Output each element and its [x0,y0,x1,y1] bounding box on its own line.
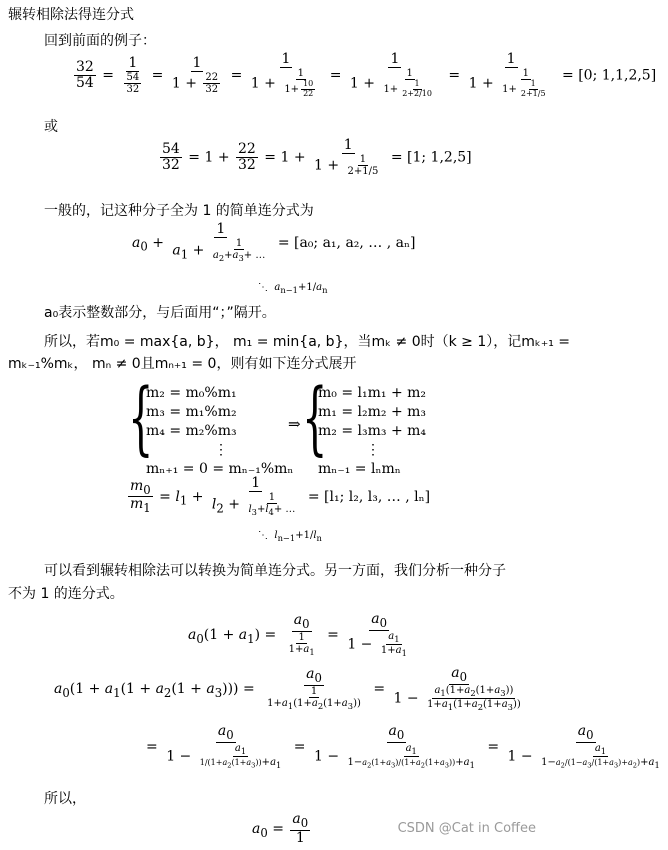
system-left-row: m₄ = m₂%m₃ [146,423,237,439]
paragraph-1-line-1: 所以，若m₀ = max{a, b}， m₁ = min{a, b}，当mₖ ≠ 0时（k ≥ 1），记mₖ₊₁ = [44,334,571,350]
m0-m1-continued-fraction: $\frac{m_0}{m_1}$ = $l_1$ + 1 $l_2$ + $\frac{1}{l_3+l_4+ \dots}$ = [l₁; l₂, l₃, … , lₙ] [130,475,431,518]
so-label: 所以， [44,791,86,807]
tail-fraction-l: ⋱ $l_{n-1}+1/l_n$ [258,530,322,543]
eq3-result: = [a₀; a₁, a₂, … , aₙ] [277,234,416,251]
system-left [146,384,293,479]
left-brace: { [128,371,154,464]
system-left-row: m₃ = m₁%m₂ [146,404,237,420]
right-brace: { [302,371,328,464]
section-heading: 辗转相除法得连分式 [8,7,134,23]
a0-note: a₀表示整数部分，与后面用“；”隔开。 [44,305,276,321]
equation-32-54: $\frac{32}{54}$ = $\frac{1}{\frac{54}{32}}$ = 1 1 + $\frac{22}{32}$ = 1 1 + 1 1+ $\frac{10}{22}$ = 1 1 + 1 1+ $\frac{1}{2+2/10}$ = 1 1 + 1 1+ $\frac{1}{2+1/5}$ = [0; 1,1,2,5] [76,51,657,99]
intro-text: 回到前面的例子： [44,33,156,49]
system-left-row: m₂ = m₀%m₁ [146,385,237,401]
system-left-row: ⋮ [214,442,228,458]
equation-54-32: $\frac{54}{32}$ = 1 + $\frac{22}{32}$ = 1 + 1 1 + $\frac{1}{2+1/5}$ = [1; 1,2,5] [162,137,472,178]
system-right-row: mₙ₋₁ = lₙmₙ [318,461,401,477]
system-left-row: mₙ₊₁ = 0 = mₙ₋₁%mₙ [146,461,294,477]
paragraph-2-line-1: 可以看到辗转相除法可以转换为简单连分式。另一方面，我们分析一种分子 [44,563,506,579]
equation-nested-product: $a_0(1 + a_1(1 + a_2(1 + a_3)))$ = $\frac{a_0}{\frac{1}{1+a_1(1+a_2(1+a_3))}}$ = $a_0$ 1 − $\frac{a_1(1+a_2(1+a_3))}{1+a_1(1+a_2(1+a_3))}$ [54,665,521,712]
csdn-watermark: CSDN @Cat in Coffee [397,821,536,836]
system-right-row: ⋮ [366,442,380,458]
eq4-result: = [l₁; l₂, l₃, … , lₙ] [307,488,431,505]
system-right-row: m₁ = l₂m₂ + m₃ [318,404,427,420]
equation-a0-1-plus-a1: $a_0(1 + a_1)$ = $\frac{a_0}{\frac{1}{1+a_1}}$ = $a_0$ 1 − $\frac{a_1}{1+a_1}$ [188,611,407,658]
system-right [318,384,426,479]
paragraph-2-line-2: 不为 1 的连分式。 [8,586,124,602]
system-right-row: m₀ = l₁m₁ + m₂ [318,385,427,401]
general-continued-fraction: $a_0$ + 1 $a_1$ + $\frac{1}{a_2+a_3+ \dots}$ = [a₀; a₁, a₂, … , aₙ] [132,221,416,264]
tail-fraction: ⋱ $a_{n-1}+1/a_n$ [258,282,328,295]
or-label: 或 [44,119,58,135]
equation-expanded: = $a_0$ 1 − $\frac{a_1}{1/(1+a_2(1+a_3))+a_1}$ = $a_0$ 1 − $\frac{a_1}{1-a_2(1+a_3)/(1+a_2(1+a_3))+a_1}$ = $a_0$ 1 − $\frac{a_1}{1-a_2/(1-a_3/(1+a_3)+a_2)+a_1}$ [146,723,660,770]
general-text: 一般的，记这种分子全为 1 的简单连分式为 [44,203,314,219]
eq2-result: = [1; 1,2,5] [390,149,472,166]
paragraph-1-line-2: mₖ₋₁%mₖ， mₙ ≠ 0且mₙ₊₁ = 0，则有如下连分式展开 [8,356,357,372]
equation-a0-final: $a_0$ = $\frac{a_0}{1}$ [252,811,309,846]
eq1-result: = [0; 1,1,2,5] [562,67,657,84]
implies-arrow: ⇒ [288,415,301,433]
system-right-row: m₂ = l₃m₃ + m₄ [318,423,427,439]
